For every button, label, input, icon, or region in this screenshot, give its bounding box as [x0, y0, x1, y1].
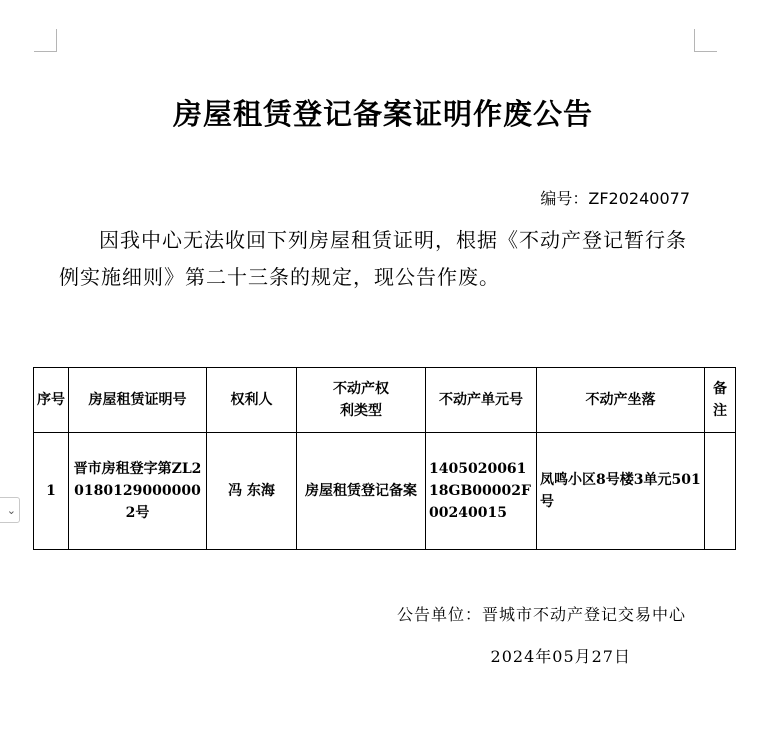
cell-cert-no: 晋市房租登字第ZL201801290000002号	[69, 433, 207, 550]
document-title: 房屋租赁登记备案证明作废公告	[172, 97, 593, 131]
chevron-down-icon: ⌄	[6, 503, 16, 517]
cell-right-type: 房屋租赁登记备案	[297, 433, 426, 550]
cancellation-table	[33, 367, 736, 550]
cell-location: 凤鸣小区8号楼3单元501号	[537, 433, 705, 550]
page-corner-mark-top-right	[694, 29, 717, 52]
header-seq: 序号	[34, 368, 69, 433]
table-row	[34, 433, 736, 550]
table-header-row	[34, 368, 736, 433]
announcement-date: 2024年05月27日	[490, 647, 631, 666]
page-corner-mark-top-left	[34, 29, 57, 52]
cell-seq: 1	[34, 433, 69, 550]
document-number: 编号：ZF20240077	[540, 189, 690, 208]
header-right-type: 不动产权利类型	[297, 368, 426, 433]
header-unit-no: 不动产单元号	[426, 368, 537, 433]
announcement-body: 因我中心无法收回下列房屋租赁证明，根据《不动产登记暂行条例实施细则》第二十三条的规定，现公告作废。	[59, 228, 687, 289]
header-location: 不动产坐落	[537, 368, 705, 433]
header-remark: 备注	[705, 368, 736, 433]
cell-unit-no: 140502006118GB00002F00240015	[426, 433, 537, 550]
header-holder: 权利人	[207, 368, 297, 433]
issuer-line: 公告单位：晋城市不动产登记交易中心	[396, 605, 686, 624]
header-cert-no: 房屋租赁证明号	[69, 368, 207, 433]
cell-remark	[705, 433, 736, 550]
cell-holder: 冯 东海	[207, 433, 297, 550]
side-toggle-widget[interactable]	[0, 497, 20, 523]
